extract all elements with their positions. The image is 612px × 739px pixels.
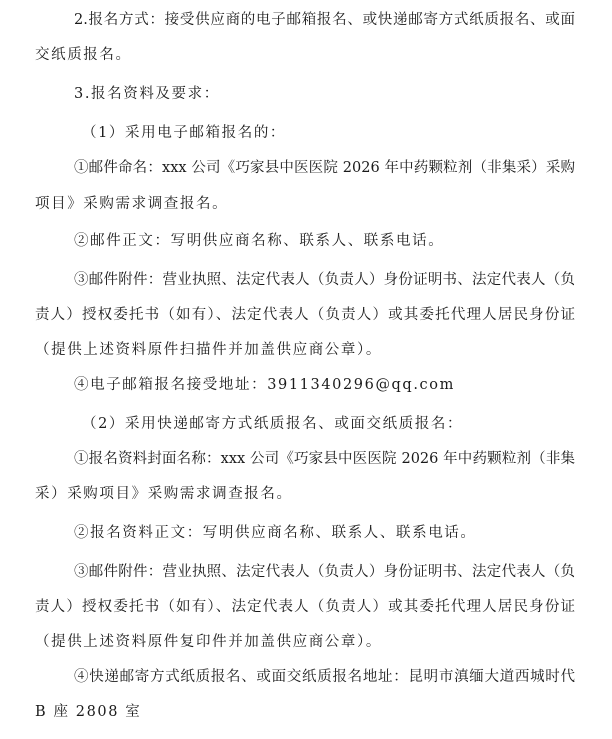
paragraph-line: （1）采用电子邮箱报名的：	[82, 125, 287, 141]
paragraph-line: ①报名资料封面名称：xxx 公司《巧家县中医医院 2026 年中药颗粒剂（非集	[74, 451, 575, 467]
paragraph-line: （提供上述资料原件扫描件并加盖供应商公章）。	[35, 342, 382, 358]
paragraph-line: ②报名资料正文：写明供应商名称、联系人、联系电话。	[74, 525, 477, 541]
paragraph-line: 责人）授权委托书（如有）、法定代表人（负责人）或其委托代理人居民身份证	[35, 599, 575, 615]
paragraph-line: （提供上述资料原件复印件并加盖供应商公章）。	[35, 634, 382, 650]
paragraph-line: 2.报名方式：接受供应商的电子邮箱报名、或快递邮寄方式纸质报名、或面	[74, 12, 575, 28]
paragraph-line: ④电子邮箱报名接受地址：3911340296@qq.com	[74, 377, 455, 393]
paragraph-line: ①邮件命名：xxx 公司《巧家县中医医院 2026 年中药颗粒剂（非集采）采购	[74, 160, 575, 176]
paragraph-line: ④快递邮寄方式纸质报名、或面交纸质报名地址：昆明市滇缅大道西城时代	[74, 669, 575, 685]
paragraph-line: 采）采购项目》采购需求调查报名。	[35, 486, 293, 502]
paragraph-line: ②邮件正文：写明供应商名称、联系人、联系电话。	[74, 233, 445, 249]
paragraph-line: 3.报名资料及要求：	[74, 86, 220, 102]
paragraph-line: ③邮件附件：营业执照、法定代表人（负责人）身份证明书、法定代表人（负	[74, 272, 575, 288]
paragraph-line: （2）采用快递邮寄方式纸质报名、或面交纸质报名：	[82, 416, 464, 432]
paragraph-line: B 座 2808 室	[35, 704, 142, 720]
paragraph-line: 交纸质报名。	[35, 47, 132, 63]
paragraph-line: 项目》采购需求调查报名。	[35, 196, 229, 212]
paragraph-line: 责人）授权委托书（如有）、法定代表人（负责人）或其委托代理人居民身份证	[35, 307, 575, 323]
paragraph-line: ③邮件附件：营业执照、法定代表人（负责人）身份证明书、法定代表人（负	[74, 564, 575, 580]
